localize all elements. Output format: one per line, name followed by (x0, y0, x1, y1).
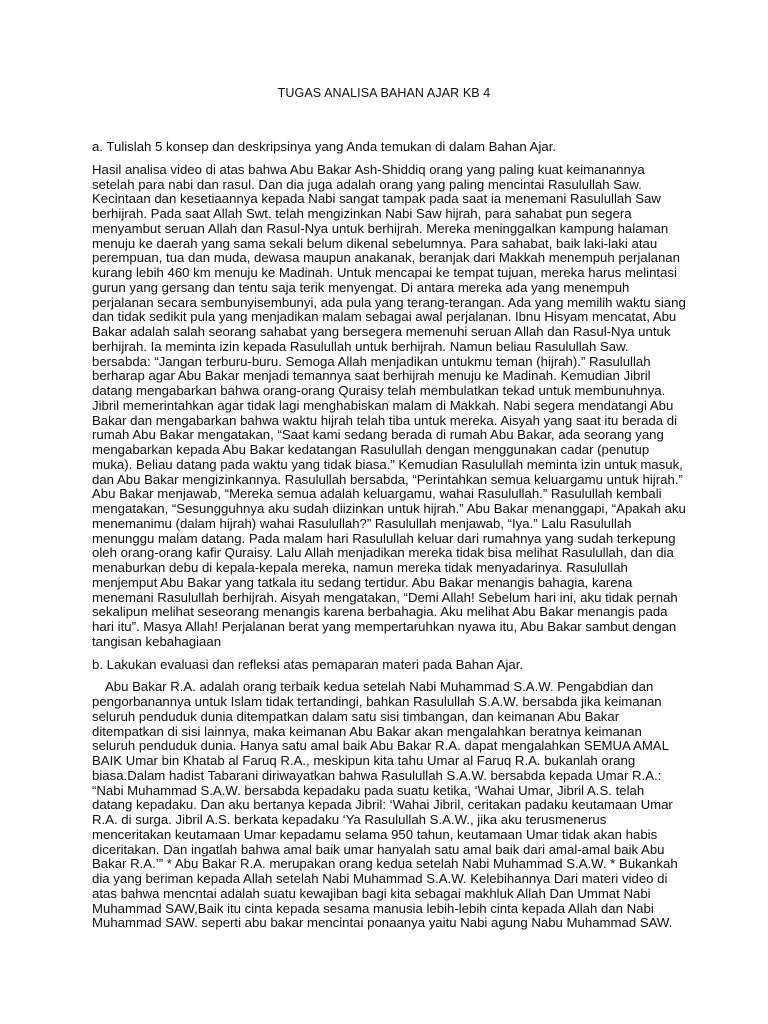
question-a: a. Tulislah 5 konsep dan deskripsinya yang Anda temukan di dalam Bahan Ajar. (92, 139, 557, 154)
document-body (92, 140, 686, 939)
question-b: b. Lakukan evaluasi dan refleksi atas pemaparan materi pada Bahan Ajar. (92, 656, 524, 672)
answer-b-paragraph: Abu Bakar R.A. adalah orang terbaik kedua setelah Nabi Muhammad S.A.W. Pengabdian dan pengorbanannya untuk Islam tidak tertandingi, bahkan Rasulullah S.A.W. bersabda jika keimanan seluruh penduduk dunia ditempatkan dalam satu sisi timbangan, dan keimanan Abu Bakar ditempatkan di sisi lainnya, maka keimanan Abu Bakar akan mengalahkan beratnya keimanan seluruh penduduk dunia. Hanya satu amal baik Abu Bakar R.A. dapat mengalahkan SEMUA AMAL BAIK Umar bin Khatab al Faruq R.A., meskipun kita tahu Umar al Faruq R.A. bukanlah orang biasa.Dalam hadist Tabarani diriwayatkan bahwa Rasulullah S.A.W. bersabda kepada Umar R.A.: “Nabi Muhammad S.A.W. bersabda kepadaku pada suatu ketika, ‘Wahai Umar, Jibril A.S. telah datang kepadaku. Dan aku bertanya kepada Jibril: ‘Wahai Jibril, ceritakan padaku keutamaan Umar R.A. di surga. Jibril A.S. berkata kepadaku ‘Ya Rasulullah S.A.W., jika aku terusmenerus menceritakan keutamaan Umar kepadamu selama 950 tahun, keutamaan Umar tidak akan habis diceritakan. Dan ingatlah bahwa amal baik umar hanyalah satu amal baik dari amal-amal baik Abu Bakar R.A.’” * Abu Bakar R.A. merupakan orang kedua setelah Nabi Muhammad S.A.W. * Bukankah dia yang beriman kepada Allah setelah Nabi Muhammad S.A.W. Kelebihannya Dari materi video di atas bahwa mencntai adalah suatu kewajiban bagi kita sebagai makhluk Allah Dan Ummat Nabi Muhammad SAW,Baik itu cinta kepada sesama manusia lebih-lebih cinta kepada Allah dan Nabi Muhammad SAW. seperti abu bakar mencintai ponaanya yaitu Nabi agung Nabu Muhammad SAW. (92, 679, 678, 931)
document-title: TUGAS ANALISA BAHAN AJAR KB 4 (277, 86, 491, 100)
answer-a-paragraph: Hasil analisa video di atas bahwa Abu Bakar Ash-Shiddiq orang yang paling kuat keimanannya setelah para nabi dan rasul. Dan dia juga adalah orang yang paling mencintai Rasulullah Saw. Kecintaan dan kesetiaannya kepada Nabi sangat tampak pada saat ia menemani Rasulullah Saw berhijrah. Pada saat Allah Swt. telah mengizinkan Nabi Saw hijrah, para sahabat pun segera menyambut seruan Allah dan Rasul-Nya untuk berhijrah. Mereka meninggalkan kampung halaman menuju ke daerah yang sama sekali belum dikenal sebelumnya. Para sahabat, baik laki-laki atau perempuan, tua dan muda, dewasa maupun anakanak, beranjak dari Makkah menempuh perjalanan kurang lebih 460 km menuju ke Madinah. Untuk mencapai ke tempat tujuan, mereka harus melintasi gurun yang gersang dan tentu saja terik menyengat. Di antara mereka ada yang menempuh perjalanan secara sembunyisembunyi, ada pula yang terang-terangan. Ada yang memilih waktu siang dan tidak sedikit pula yang menjadikan malam sebagai awal perjalanan. Ibnu Hisyam mencatat, Abu Bakar adalah salah seorang sahabat yang bersegera memenuhi seruan Allah dan Rasul-Nya untuk berhijrah. Ia meminta izin kepada Rasulullah untuk berhijrah. Namun beliau Rasulullah Saw. bersabda: “Jangan terburu-buru. Semoga Allah menjadikan untukmu teman (hijrah).” Rasulullah berharap agar Abu Bakar menjadi temannya saat berhijrah menuju ke Madinah. Kemudian Jibril datang mengabarkan bahwa orang-orang Quraisy telah membulatkan tekad untuk membunuhnya. Jibril memerintahkan agar tidak lagi menghabiskan malam di Makkah. Nabi segera mendatangi Abu Bakar dan mengabarkan bahwa waktu hijrah telah tiba untuk mereka. Aisyah yang saat itu berada di rumah Abu Bakar mengatakan, “Saat kami sedang berada di rumah Abu Bakar, ada seorang yang mengabarkan kepada Abu Bakar kedatangan Rasulullah dengan menggunakan cadar (penutup muka). Beliau datang pada waktu yang tidak biasa.” Kemudian Rasulullah meminta izin untuk masuk, dan Abu Bakar mengizinkannya. Rasulullah bersabda, “Perintahkan semua keluargamu untuk hijrah.” Abu Bakar menjawab, “Mereka semua adalah keluargamu, wahai Rasulullah.” Rasulullah kembali mengatakan, “Sesungguhnya aku sudah diizinkan untuk hijrah.” Abu Bakar menanggapi, “Apakah aku menemanimu (dalam hijrah) wahai Rasulullah?” Rasulullah menjawab, “Iya.” Lalu Rasulullah menunggu malam datang. Pada malam hari Rasulullah keluar dari rumahnya yang sudah terkepung oleh orang-orang kafir Quraisy. Lalu Allah menjadikan mereka tidak bisa melihat Rasulullah, dan dia menaburkan debu di kepala-kepala mereka, namun mereka tidak menyadarinya. Rasulullah menjemput Abu Bakar yang tatkala itu sedang tertidur. Abu Bakar menangis bahagia, karena menemani Rasulullah berhijrah. Aisyah mengatakan, “Demi Allah! Sebelum hari ini, aku tidak pernah sekalipun melihat seseorang menangis karena berbahagia. Aku melihat Abu Bakar menangis pada hari itu”. Masya Allah! Perjalanan berat yang mempertaruhkan nyawa itu, Abu Bakar sambut dengan tangisan kebahagiaan (92, 161, 686, 649)
